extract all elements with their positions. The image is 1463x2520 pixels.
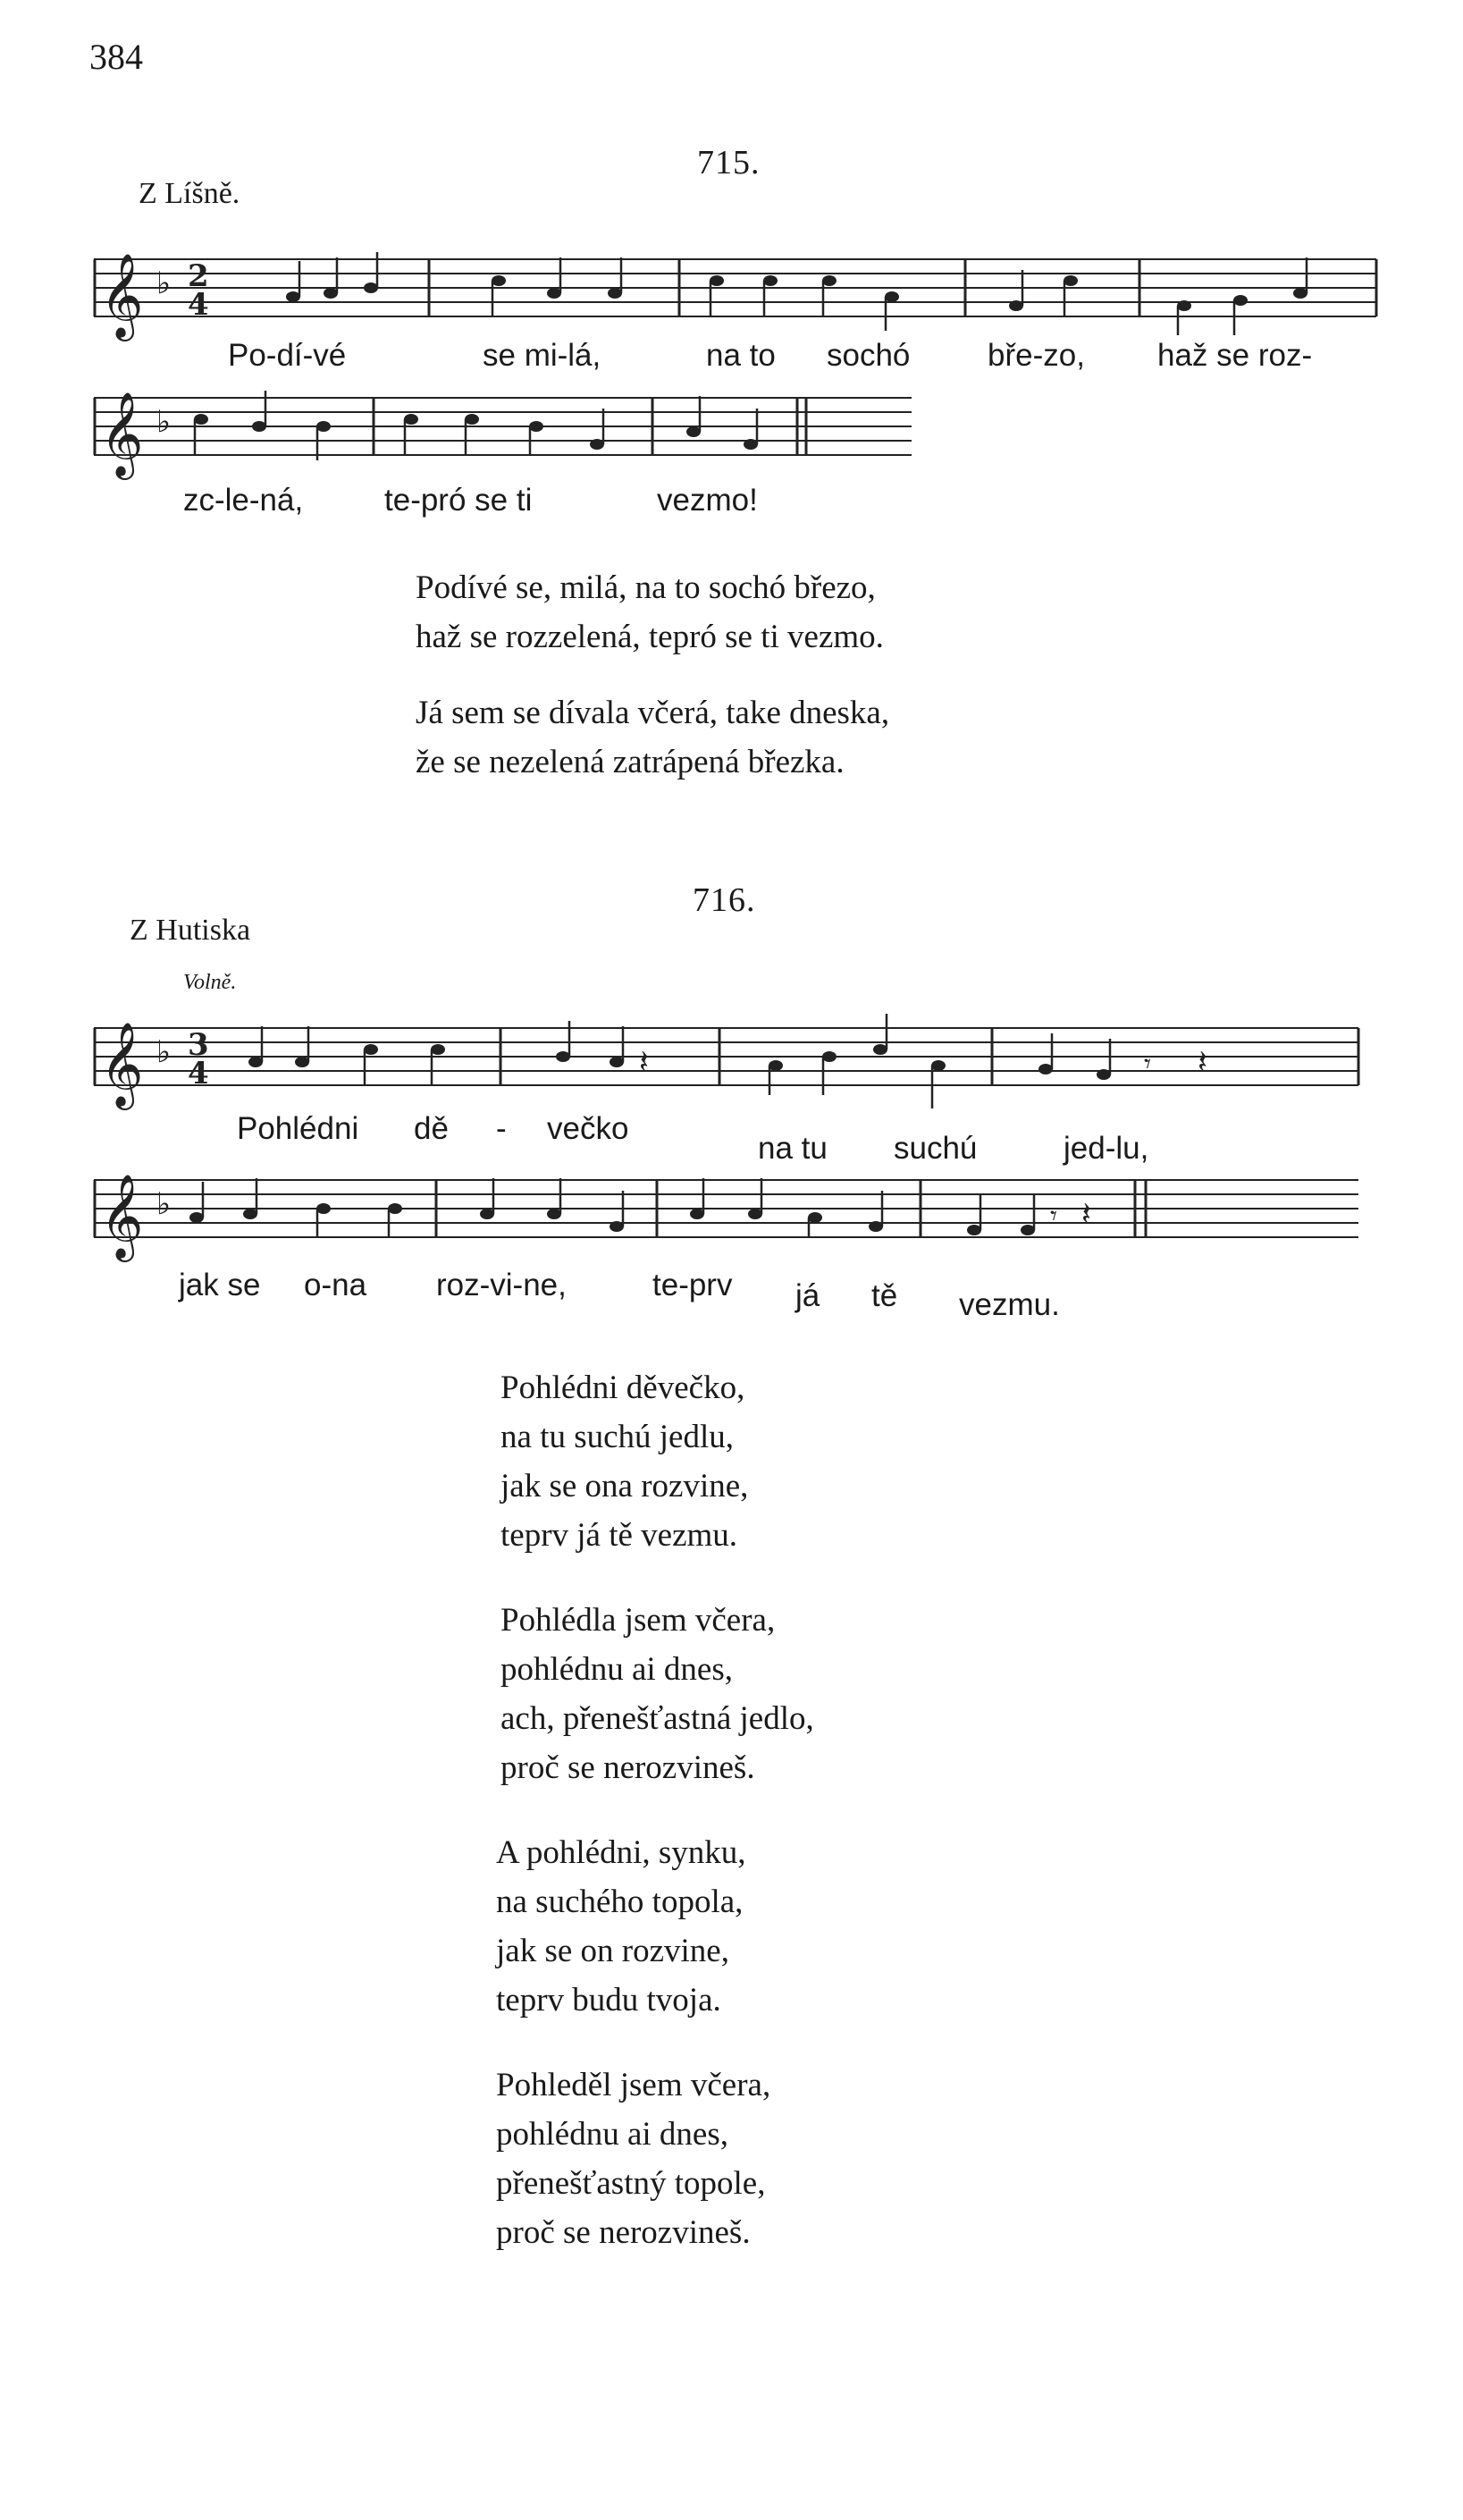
stanza-line: Podívé se, milá, na to sochó březo, bbox=[416, 569, 876, 606]
song-number: 716. bbox=[693, 881, 756, 919]
stanza bbox=[496, 2061, 770, 2257]
lyric-syllable: dě bbox=[414, 1111, 449, 1146]
lyric-syllable: o-na bbox=[304, 1268, 367, 1302]
notes bbox=[1009, 270, 1078, 316]
page-number: 384 bbox=[89, 37, 143, 77]
lyric-syllable: te-pró se ti bbox=[384, 483, 533, 518]
stanza-line: Pohleděl jsem včera, bbox=[496, 2067, 771, 2103]
flat-icon: ♭ bbox=[156, 265, 172, 301]
stanza-line: ach, přenešťastná jedlo, bbox=[500, 1700, 814, 1737]
lyric-syllable: Po-dí-vé bbox=[228, 338, 347, 373]
stanza bbox=[496, 1828, 746, 2025]
stanza-line: pohlédnu ai dnes, bbox=[496, 2116, 728, 2153]
rest-icon: 𝄾 bbox=[1050, 1201, 1057, 1232]
rest-icon: 𝄽 bbox=[639, 1044, 650, 1081]
notes bbox=[967, 1194, 1091, 1235]
lyric-syllable: bře-zo, bbox=[988, 338, 1085, 373]
rest-icon: 𝄾 bbox=[1144, 1049, 1151, 1080]
music-staff bbox=[89, 380, 921, 487]
tempo-marking: Volně. bbox=[183, 971, 237, 994]
stanza-line: přenešťastný topole, bbox=[496, 2165, 766, 2202]
lyric-syllable: večko bbox=[547, 1111, 629, 1146]
treble-clef-icon: 𝄞 bbox=[100, 1174, 144, 1259]
staff-lines bbox=[94, 1028, 1358, 1085]
time-sig-top: 3 bbox=[188, 1027, 209, 1063]
stanza-line: jak se on rozvine, bbox=[496, 1933, 729, 1969]
stanza-line: že se nezelená zatrápená březka. bbox=[416, 744, 845, 780]
stanza-line: Pohlédni děvečko, bbox=[500, 1370, 745, 1406]
stanza-line: proč se nerozvineš. bbox=[496, 2214, 751, 2251]
stanza bbox=[416, 563, 884, 662]
lyric-syllable: tě bbox=[871, 1278, 898, 1313]
lyric-syllable: zc-le-ná, bbox=[183, 483, 304, 518]
treble-clef-icon: 𝄞 bbox=[100, 253, 144, 338]
stanza-line: haž se rozzelená, tepró se ti vezmo. bbox=[416, 619, 884, 655]
song-origin: Z Hutiska bbox=[130, 914, 251, 947]
music-staff bbox=[89, 1162, 1367, 1269]
stanza-line: Já sem se dívala včerá, take dneska, bbox=[416, 695, 890, 731]
notes bbox=[404, 409, 604, 455]
song-number: 715. bbox=[697, 144, 761, 181]
lyric-syllable: vezmo! bbox=[657, 483, 758, 518]
stanza-line: proč se nerozvineš. bbox=[500, 1749, 755, 1786]
lyric-syllable: suchú bbox=[894, 1131, 978, 1166]
stanza-line: teprv já tě vezmu. bbox=[500, 1517, 738, 1554]
treble-clef-icon: 𝄞 bbox=[100, 392, 144, 476]
staff-lines bbox=[94, 1180, 1358, 1237]
flat-icon: ♭ bbox=[156, 1186, 172, 1222]
stanza bbox=[416, 688, 889, 787]
song-origin: Z Líšně. bbox=[139, 177, 240, 210]
stanza-line: na tu suchú jedlu, bbox=[500, 1419, 735, 1455]
lyric-syllable: na tu bbox=[758, 1131, 828, 1166]
stanza-line: na suchého topola, bbox=[496, 1884, 744, 1920]
time-sig-top: 2 bbox=[188, 258, 209, 294]
lyric-syllable: vezmu. bbox=[959, 1287, 1060, 1322]
flat-icon: ♭ bbox=[156, 404, 172, 440]
stanza-line: jak se ona rozvine, bbox=[500, 1468, 749, 1504]
music-staff bbox=[89, 241, 1385, 349]
lyric-syllable: Pohlédni bbox=[237, 1111, 359, 1146]
music-staff bbox=[89, 1010, 1367, 1117]
rest-icon: 𝄽 bbox=[1198, 1044, 1208, 1081]
lyric-syllable: já bbox=[795, 1278, 820, 1313]
lyric-syllable: jed-lu, bbox=[1064, 1131, 1149, 1166]
stanza bbox=[500, 1596, 814, 1792]
lyric-syllable: na to bbox=[706, 338, 776, 373]
treble-clef-icon: 𝄞 bbox=[100, 1022, 144, 1107]
staff-lines bbox=[94, 398, 912, 455]
lyric-syllable: se mi-lá, bbox=[483, 338, 601, 373]
time-sig-bottom: 4 bbox=[188, 1056, 209, 1091]
stanza-line: pohlédnu ai dnes, bbox=[500, 1651, 733, 1688]
lyric-syllable: haž se roz- bbox=[1157, 338, 1313, 373]
stanza bbox=[500, 1363, 748, 1560]
lyric-syllable: - bbox=[496, 1111, 507, 1146]
lyric-syllable: jak se bbox=[179, 1268, 261, 1302]
stanza-line: teprv budu tvoja. bbox=[496, 1982, 721, 2019]
stanza-line: A pohlédni, synku, bbox=[496, 1834, 746, 1871]
time-sig-bottom: 4 bbox=[188, 287, 209, 323]
lyric-syllable: roz-vi-ne, bbox=[436, 1268, 567, 1302]
lyric-syllable: sochó bbox=[827, 338, 911, 373]
rest-icon: 𝄽 bbox=[1081, 1196, 1092, 1233]
notes bbox=[1177, 257, 1307, 335]
stanza-line: Pohlédla jsem včera, bbox=[500, 1602, 776, 1639]
flat-icon: ♭ bbox=[156, 1034, 172, 1070]
lyric-syllable: te-prv bbox=[652, 1268, 733, 1302]
